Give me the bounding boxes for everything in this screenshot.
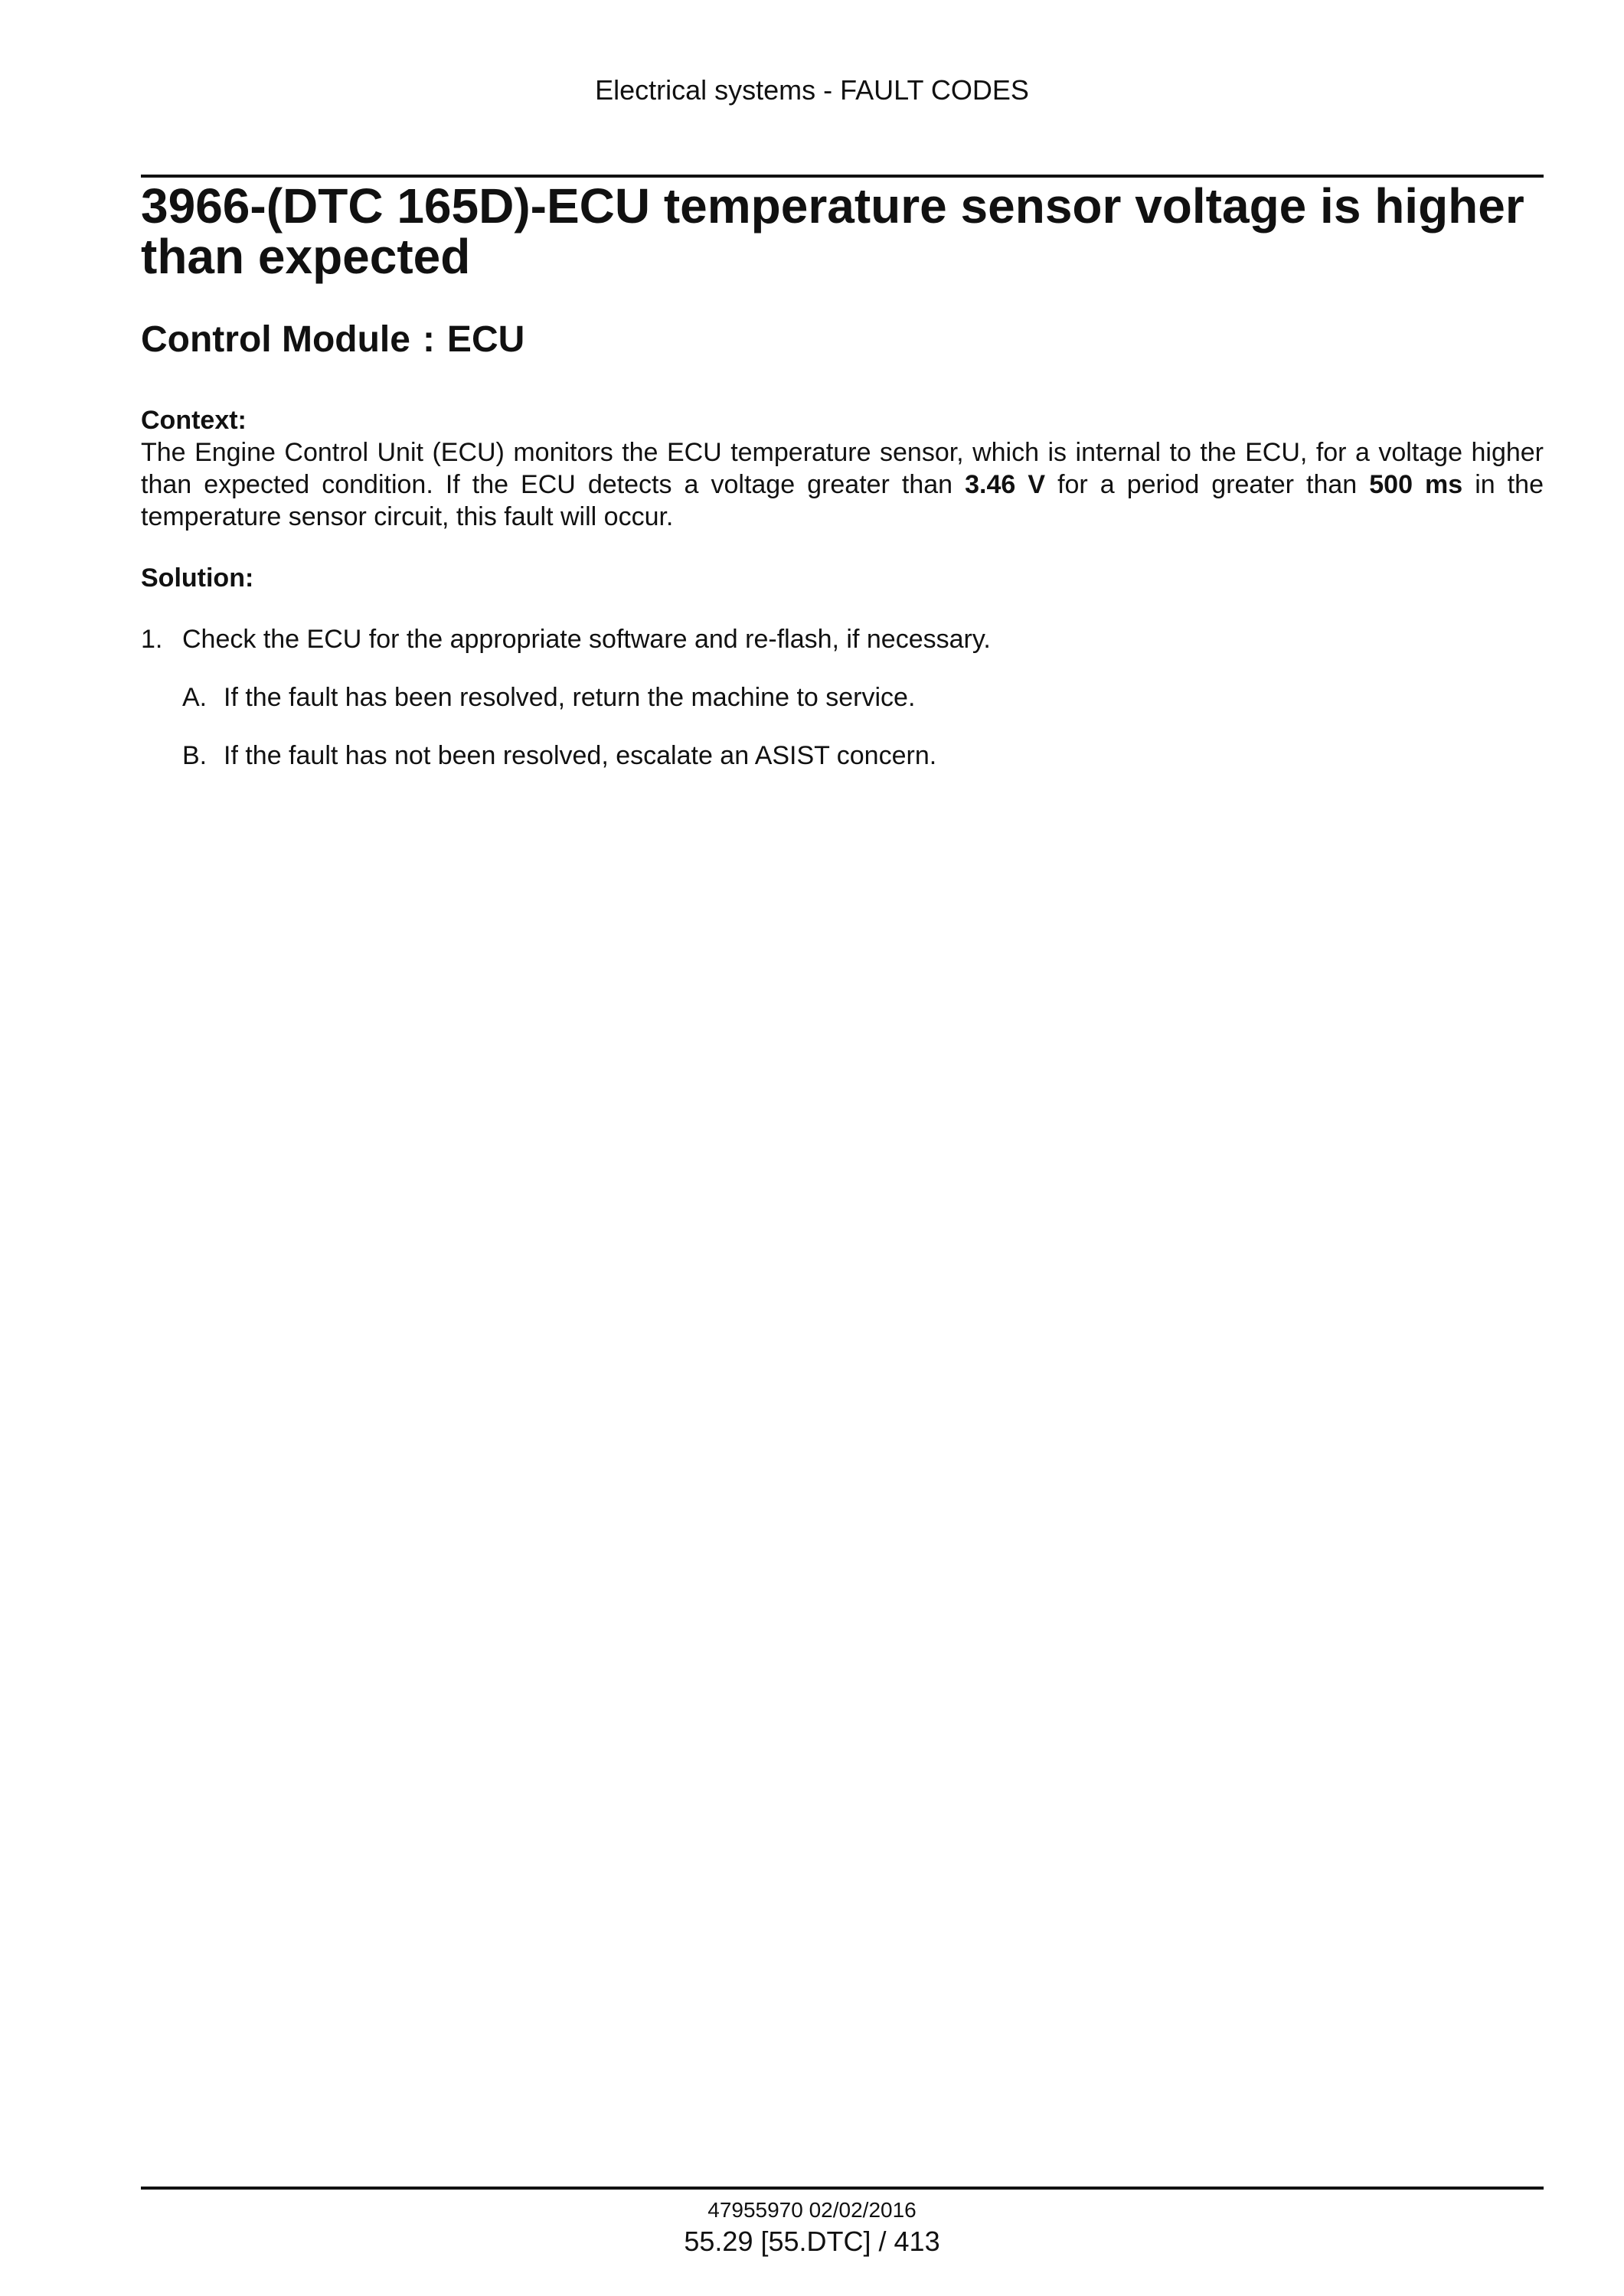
- solution-label: Solution:: [141, 563, 254, 593]
- solution-step-1: [141, 623, 1544, 772]
- substep-letter: B.: [182, 741, 207, 770]
- control-module-separator: :: [422, 319, 435, 360]
- solution-substep-a: [182, 681, 1544, 714]
- context-paragraph: [141, 436, 1544, 533]
- page-title: 3966-(DTC 165D)-ECU temperature sensor voltage is higher than expected: [141, 178, 1524, 284]
- footer-divider: [141, 2187, 1544, 2190]
- solution-steps: [141, 623, 1544, 772]
- page-content: [141, 178, 1544, 798]
- step-text: Check the ECU for the appropriate software and re-flash, if necessary.: [182, 625, 991, 654]
- running-header: Electrical systems - FAULT CODES: [595, 74, 1029, 106]
- context-label: Context:: [141, 406, 247, 435]
- control-module-value: ECU: [446, 319, 525, 360]
- substep-text: If the fault has been resolved, return the machine to service.: [224, 683, 916, 712]
- footer-document-code: 47955970 02/02/2016: [707, 2198, 917, 2222]
- control-module-heading: [141, 318, 1544, 361]
- substep-text: If the fault has not been resolved, escalate an ASIST concern.: [224, 741, 937, 770]
- step-number: 1.: [141, 625, 163, 654]
- header-divider: [141, 175, 1544, 178]
- context-text-part1: The Engine Control Unit (ECU) monitors the ECU temperature sensor, which is internal to the ECU, for a voltage higher than expected condition. If the ECU detects a voltage greater than: [141, 438, 1544, 499]
- context-text-part3: in the temperature sensor circuit, this fault will occur.: [141, 470, 1544, 531]
- context-voltage-value: 3.46 V: [965, 470, 1046, 499]
- substep-letter: A.: [182, 683, 207, 712]
- solution-substeps: [182, 681, 1544, 772]
- context-duration-value: 500 ms: [1369, 470, 1463, 499]
- control-module-label: Control Module: [141, 319, 410, 360]
- footer-page-reference: 55.29 [55.DTC] / 413: [684, 2226, 940, 2257]
- context-text-part2: for a period greater than: [1045, 470, 1370, 499]
- solution-substep-b: [182, 740, 1544, 772]
